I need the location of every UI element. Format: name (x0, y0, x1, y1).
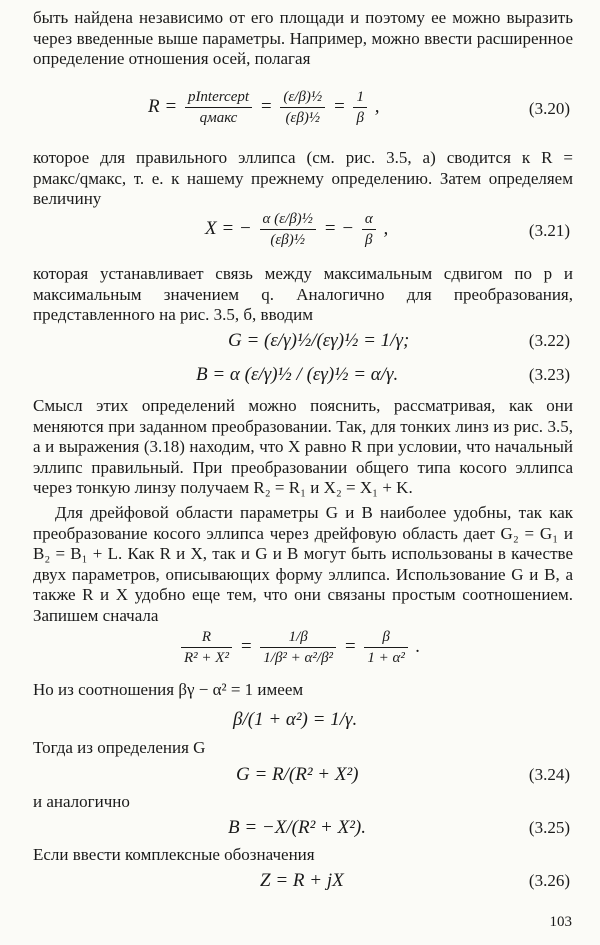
equation-beta-relation: β/(1 + α²) = 1/γ. (233, 709, 358, 730)
eq-3-20-lhs: R = (148, 95, 178, 117)
eq-3-20-tail: , (374, 95, 380, 117)
frac-rel-den-1: R² + X² (184, 650, 229, 666)
equation-3-25: B = −X/(R² + X²). (228, 817, 366, 838)
paragraph-2: которое для правильного эллипса (см. рис. 3.5, а) сводится к R = pмакс/qмакс, т. е. к нашему прежнему определению. Затем определяем величину (33, 148, 573, 208)
eq-3-20-frac-2 (280, 88, 325, 127)
equation-3-21 (205, 210, 388, 249)
frac-rel-den-2: 1/β² + α²/β² (263, 650, 334, 666)
eq-3-21-frac-2 (362, 210, 376, 249)
eq-3-21-equals: = − (323, 217, 355, 239)
eq-3-20-num-3: 1 (353, 88, 367, 108)
frac-rel-frac-3 (364, 628, 408, 667)
paragraph-8: и аналогично (33, 792, 130, 811)
equation-number-3-25: (3.25) (528, 818, 570, 837)
frac-rel-tail: . (415, 635, 421, 657)
equation-number-3-24: (3.24) (528, 765, 570, 784)
equation-3-24: G = R/(R² + X²) (236, 764, 359, 785)
eq-3-20-num-2: (ε/β)½ (280, 88, 325, 108)
eq-3-20-equals-1: = (259, 95, 273, 117)
eq-3-20-den-2: (εβ)½ (285, 110, 321, 126)
equation-number-3-26: (3.26) (528, 871, 570, 890)
equation-3-26: Z = R + jX (260, 870, 344, 891)
eq-3-21-lhs: X = − (205, 217, 252, 239)
page-number: 103 (549, 914, 572, 930)
equation-3-20 (148, 88, 379, 127)
paragraph-9: Если ввести комплексные обозначения (33, 845, 315, 864)
eq-3-20-num-1: pIntercept (185, 88, 252, 108)
eq-3-20-equals-2: = (332, 95, 346, 117)
eq-3-21-den-1: (εβ)½ (270, 232, 306, 248)
frac-rel-frac-1 (181, 628, 232, 667)
paragraph-4: Смысл этих определений можно пояснить, рассматривая, как они меняются при заданном преобразовании. Так, для тонких линз из рис. 3.5, а и выражения (3.18) находим, что X равно R при условии, что начальный эллипс правильный. При преобразовании общего типа косого эллипса через тонкую линзу получаем R₂ = R₁ и X₂ = X₁ + K. (33, 396, 573, 497)
frac-rel-num-1: R (181, 628, 232, 648)
paragraph-7: Тогда из определения G (33, 738, 206, 757)
equation-fraction-relation (178, 628, 420, 667)
paragraph-6: Но из соотношения βγ − α² = 1 имеем (33, 680, 304, 699)
equation-number-3-22: (3.22) (528, 331, 570, 350)
eq-3-20-den-1: qмакс (199, 110, 238, 126)
eq-3-20-frac-1 (185, 88, 252, 127)
paragraph-1: быть найдена независимо от его площади и поэтому ее можно выразить через введенные выше параметры. Например, можно ввести расширенное определение отношения осей, полагая (33, 8, 573, 68)
eq-3-21-tail: , (383, 217, 389, 239)
equation-number-3-20: (3.20) (528, 99, 570, 118)
eq-3-21-den-2: β (365, 232, 373, 248)
equation-3-22: G = (ε/γ)½/(εγ)½ = 1/γ; (228, 330, 410, 351)
equation-number-3-21: (3.21) (528, 221, 570, 240)
frac-rel-den-3: 1 + α² (367, 650, 405, 666)
frac-rel-equals-1: = (239, 635, 253, 657)
eq-3-21-frac-1 (260, 210, 316, 249)
frac-rel-frac-2 (260, 628, 336, 667)
equation-3-23: B = α (ε/γ)½ / (εγ)½ = α/γ. (196, 364, 399, 385)
frac-rel-num-3: β (364, 628, 408, 648)
equation-number-3-23: (3.23) (528, 365, 570, 384)
eq-3-20-frac-3 (353, 88, 367, 127)
eq-3-20-den-3: β (356, 110, 364, 126)
paragraph-3: которая устанавливает связь между максимальным сдвигом по p и максимальным значением q. Аналогично для преобразования, представленного на рис. 3.5, б, вводим (33, 264, 573, 324)
paragraph-5: Для дрейфовой области параметры G и B наиболее удобны, так как преобразование косого эллипса через дрейфовую область дает G₂ = G₁ и B₂ = B₁ + L. Как R и X, так и G и B могут быть использованы в качестве двух параметров, описывающих форму эллипса. Использование G и B, а также R и X удобно еще тем, что они связаны простым соотношением. Запишем сначала (33, 503, 573, 625)
frac-rel-equals-2: = (343, 635, 357, 657)
eq-3-21-num-2: α (362, 210, 376, 230)
frac-rel-num-2: 1/β (260, 628, 336, 648)
eq-3-21-num-1: α (ε/β)½ (260, 210, 316, 230)
